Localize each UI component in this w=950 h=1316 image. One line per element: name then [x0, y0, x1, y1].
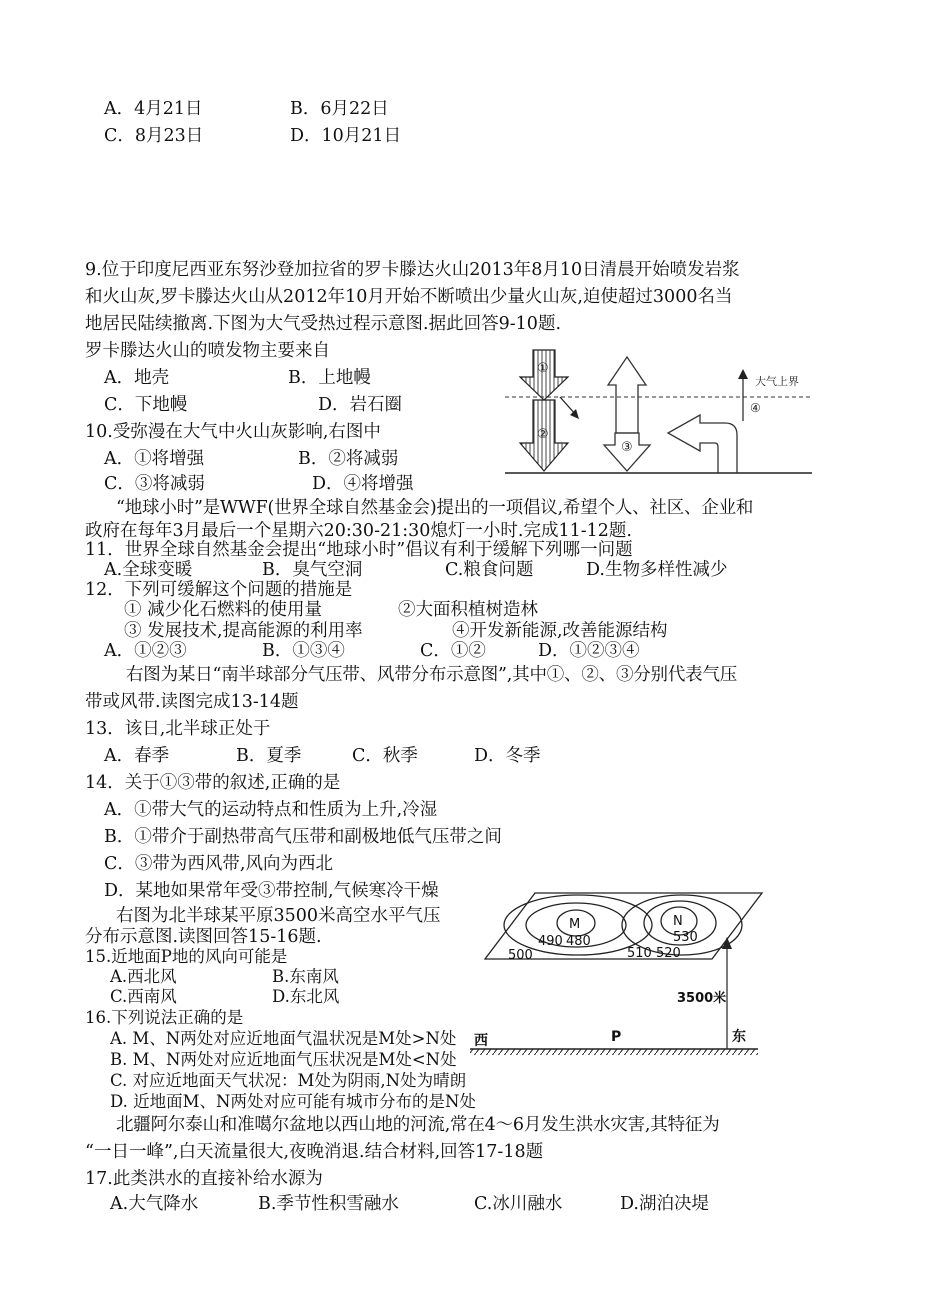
q12-item-2: ②大面积植树造林 — [398, 600, 538, 620]
q14-option-a: A．①带大气的运动特点和性质为上升,冷湿 — [104, 800, 438, 820]
label-530: 530 — [673, 930, 698, 945]
q16-option-c: C. 对应近地面天气状况：M处为阴雨,N处为晴朗 — [110, 1071, 467, 1090]
pressure-intro-line1: 右图为北半球某平原3500米高空水平气压 — [116, 906, 441, 926]
q11-option-a: A.全球变暖 — [104, 560, 193, 580]
flood-intro-line2: “一日一峰”,白天流量很大,夜晚消退.结合材料,回答17-18题 — [85, 1142, 544, 1162]
q14-option-b: B．①带介于副热带高气压带和副极地低气压带之间 — [104, 827, 502, 847]
atmosphere-heating-diagram — [500, 345, 820, 480]
label-500: 500 — [508, 948, 533, 963]
label-480: 480 — [566, 934, 591, 949]
curved-arrow — [668, 415, 737, 473]
wind-intro-line1: 右图为某日“南半球部分气压带、风带分布示意图”,其中①、②、③分别代表气压 — [126, 665, 738, 685]
q15-option-d: D.东北风 — [272, 987, 340, 1006]
q14-option-c: C．③带为西风带,风向为西北 — [104, 854, 333, 874]
outgoing-radiation-arrow-head — [738, 369, 748, 379]
q12-item-4: ④开发新能源,改善能源结构 — [452, 621, 668, 641]
label-m: M — [569, 917, 581, 932]
q15-option-c: C.西南风 — [110, 987, 177, 1006]
q16-option-a: A. M、N两处对应近地面气温状况是M处>N处 — [110, 1029, 457, 1048]
label-510: 510 — [627, 946, 652, 961]
q17-stem: 17.此类洪水的直接补给水源为 — [85, 1169, 323, 1189]
pressure-intro-line2: 分布示意图.读图回答15-16题. — [85, 927, 322, 947]
option-a: A．4月21日 — [104, 99, 203, 119]
q9-intro-line2: 和火山灰,罗卡滕达火山从2012年10月开始不断喷出少量火山灰,迫使超过3000名当 — [85, 287, 733, 307]
q15-option-a: A.西北风 — [110, 967, 177, 986]
q17-option-d: D.湖泊决堤 — [620, 1194, 709, 1214]
q12-stem: 12．下列可缓解这个问题的措施是 — [85, 580, 353, 600]
label-1: ① — [537, 361, 549, 376]
wind-intro-line2: 带或风带.读图完成13-14题 — [85, 692, 299, 712]
q12-item-1: ① 减少化石燃料的使用量 — [124, 600, 323, 620]
q12-item-3: ③ 发展技术,提高能源的利用率 — [124, 621, 363, 641]
q10-option-a: A．①将增强 — [104, 449, 205, 469]
q17-option-b: B.季节性积雪融水 — [258, 1194, 399, 1214]
upward-radiation-arrow — [608, 357, 646, 433]
q17-option-a: A.大气降水 — [110, 1194, 199, 1214]
height-label: 3500米 — [677, 991, 727, 1006]
q12-option-c: C．①② — [420, 641, 486, 661]
q15-option-b: B.东南风 — [272, 967, 339, 986]
point-p-label: P — [611, 1029, 622, 1045]
atmosphere-top-label: 大气上界 — [755, 375, 799, 388]
q12-option-d: D．①②③④ — [538, 641, 640, 661]
option-b: B．6月22日 — [290, 99, 389, 119]
q10-option-d: D．④将增强 — [312, 474, 414, 494]
q11-option-c: C.粮食问题 — [445, 560, 534, 580]
q9-option-b: B．上地幔 — [288, 368, 371, 388]
label-520: 520 — [656, 946, 681, 961]
q13-stem: 13．该日,北半球正处于 — [85, 719, 271, 739]
label-4: ④ — [750, 401, 761, 415]
q14-stem: 14．关于①③带的叙述,正确的是 — [85, 773, 341, 793]
q9-option-d: D．岩石圈 — [318, 395, 403, 415]
q13-option-d: D．冬季 — [474, 746, 541, 766]
label-3: ③ — [621, 440, 633, 455]
q12-option-b: B．①③④ — [262, 641, 345, 661]
q9-option-a: A．地壳 — [104, 368, 170, 388]
earth-hour-line1: “地球小时”是WWF(世界全球自然基金会)提出的一项倡议,希望个人、社区、企业和 — [116, 498, 754, 518]
east-label: 东 — [732, 1029, 746, 1045]
q13-option-b: B．夏季 — [236, 746, 302, 766]
q9-stem: 罗卡滕达火山的喷发物主要来自 — [85, 341, 330, 361]
q15-stem: 15.近地面P地的风向可能是 — [85, 947, 288, 966]
q13-option-c: C．秋季 — [352, 746, 418, 766]
q11-option-d: D.生物多样性减少 — [586, 560, 728, 580]
q14-option-d: D．某地如果常年受③带控制,气候寒冷干燥 — [104, 881, 439, 901]
q11-stem: 11．世界全球自然基金会提出“地球小时”倡议有利于缓解下列哪一问题 — [85, 540, 633, 560]
upper-air-pressure-diagram — [470, 885, 770, 1060]
option-c: C．8月23日 — [104, 126, 204, 146]
q16-option-b: B. M、N两处对应近地面气压状况是M处<N处 — [110, 1050, 457, 1069]
option-d: D．10月21日 — [290, 126, 402, 146]
ground-hatching — [470, 1049, 758, 1055]
flood-intro-line1: 北疆阿尔泰山和准噶尔盆地以西山地的河流,常在4～6月发生洪水灾害,其特征为 — [116, 1115, 720, 1135]
q9-intro-line3: 地居民陆续撤离.下图为大气受热过程示意图.据此回答9-10题. — [85, 314, 562, 334]
west-label: 西 — [474, 1033, 488, 1049]
q13-option-a: A．春季 — [104, 746, 170, 766]
q9-option-c: C．下地幔 — [104, 395, 188, 415]
earth-hour-line2: 政府在每年3月最后一个星期六20:30-21:30熄灯一小时.完成11-12题. — [85, 521, 632, 541]
q10-option-b: B．②将减弱 — [298, 449, 399, 469]
label-490: 490 — [538, 934, 563, 949]
label-n: N — [673, 914, 683, 929]
q16-stem: 16.下列说法正确的是 — [85, 1008, 244, 1027]
q10-stem: 10.受弥漫在大气中火山灰影响,右图中 — [85, 422, 381, 442]
q10-option-c: C．③将减弱 — [104, 474, 205, 494]
q9-intro-line1: 9.位于印度尼西亚东努沙登加拉省的罗卡滕达火山2013年8月10日清晨开始喷发岩浆 — [85, 260, 740, 280]
label-2: ② — [537, 427, 549, 442]
q16-option-d: D. 近地面M、N两处对应可能有城市分布的是N处 — [110, 1092, 476, 1111]
q17-option-c: C.冰川融水 — [474, 1194, 563, 1214]
q12-option-a: A．①②③ — [104, 641, 187, 661]
q11-option-b: B．臭气空洞 — [262, 560, 363, 580]
